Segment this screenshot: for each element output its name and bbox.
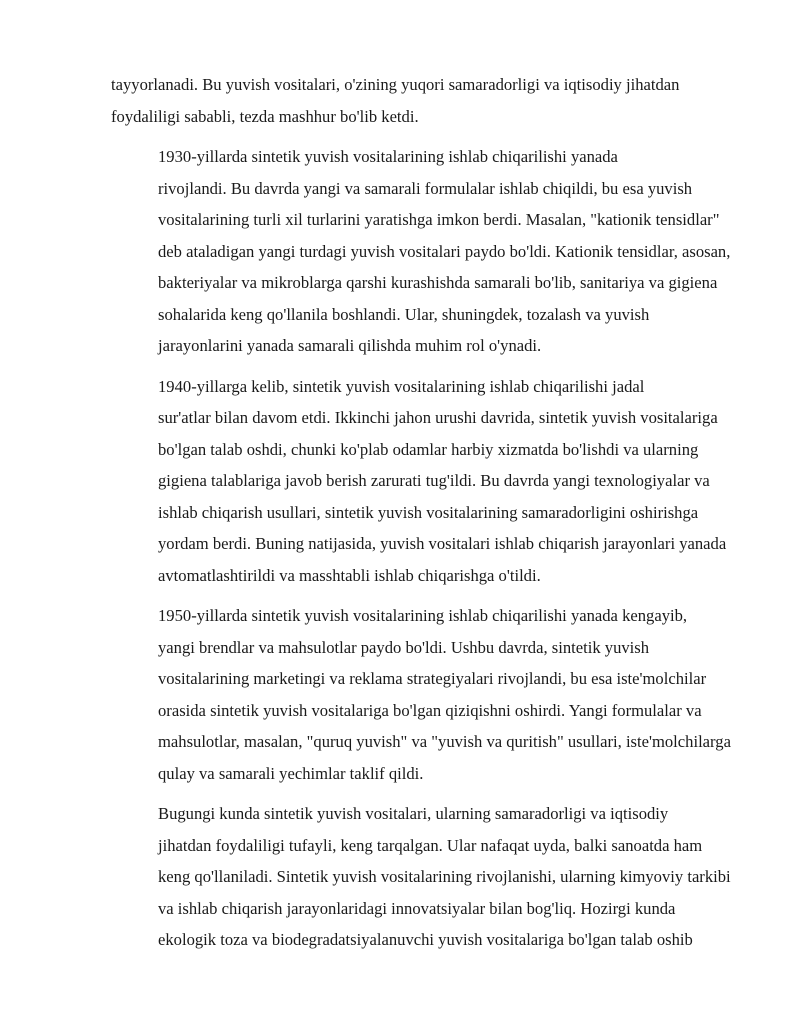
text-line: avtomatlashtirildi va masshtabli ishlab chiqarishga o'tildi.: [158, 565, 541, 585]
text-line: Bugungi kunda sintetik yuvish vositalari, ularning samaradorligi va iqtisodiy: [158, 804, 669, 823]
text-line: vositalarining turli xil turlarini yaratishga imkon berdi. Masalan, "kationik tensidlar": [158, 210, 720, 229]
text-line: gigiena talablariga javob berish zarurati tug'ildi. Bu davrda yangi texnologiyalar va: [158, 471, 710, 490]
text-line: orasida sintetik yuvish vositalariga bo'lgan qiziqishni oshirdi. Yangi formulalar va: [158, 700, 702, 720]
text-line: sur'atlar bilan davom etdi. Ikkinchi jahon urushi davrida, sintetik yuvish vositalariga: [158, 408, 718, 427]
text-line: ekologik toza va biodegradatsiyalanuvchi yuvish vositalariga bo'lgan talab oshib: [158, 930, 693, 949]
paragraph-1930s: [111, 141, 747, 362]
text-line: deb ataladigan yangi turdagi yuvish vositalari paydo bo'ldi. Kationik tensidlar, asosan,: [158, 241, 731, 261]
paragraph-1950s: [111, 600, 747, 789]
text-line: jarayonlarini yanada samarali qilishda muhim rol o'ynadi.: [158, 336, 542, 355]
text-line: bo'lgan talab oshdi, chunki ko'plab odamlar harbiy xizmatda bo'lishdi va ularning: [158, 439, 699, 459]
text-line: yangi brendlar va mahsulotlar paydo bo'ldi. Ushbu davrda, sintetik yuvish: [158, 637, 650, 657]
text-line: 1950-yillarda sintetik yuvish vositalarining ishlab chiqarilishi yanada kengayib,: [158, 606, 688, 625]
document-body: [111, 69, 747, 965]
text-line: rivojlandi. Bu davrda yangi va samarali formulalar ishlab chiqildi, bu esa yuvish: [158, 178, 693, 198]
text-line: va ishlab chiqarish jarayonlaridagi innovatsiyalar bilan bog'liq. Hozirgi kunda: [158, 898, 676, 918]
paragraph-1940s: [111, 371, 747, 592]
text-line: yordam berdi. Buning natijasida, yuvish vositalari ishlab chiqarish jarayonlari yanada: [158, 534, 727, 553]
text-line: jihatdan foydaliligi tufayli, keng tarqalgan. Ular nafaqat uyda, balki sanoatda ham: [158, 835, 703, 855]
text-line: foydaliligi sababli, tezda mashhur bo'lib ketdi.: [111, 106, 419, 126]
text-line: sohalarida keng qo'llanila boshlandi. Ular, shuningdek, tozalash va yuvish: [158, 304, 650, 324]
text-line: ishlab chiqarish usullari, sintetik yuvish vositalarining samaradorligini oshirishga: [158, 502, 699, 522]
text-line: 1930-yillarda sintetik yuvish vositalarining ishlab chiqarilishi yanada: [158, 147, 618, 166]
text-line: mahsulotlar, masalan, "quruq yuvish" va "yuvish va quritish" usullari, iste'molchilarga: [158, 732, 731, 751]
text-line: tayyorlanadi. Bu yuvish vositalari, o'zining yuqori samaradorligi va iqtisodiy jihatdan: [111, 75, 680, 94]
text-line: vositalarining marketingi va reklama strategiyalari rivojlandi, bu esa iste'molchilar: [158, 669, 707, 688]
paragraph-today: [111, 798, 747, 956]
paragraph-1: [111, 69, 747, 132]
text-line: qulay va samarali yechimlar taklif qildi.: [158, 763, 424, 783]
text-line: keng qo'llaniladi. Sintetik yuvish vositalarining rivojlanishi, ularning kimyoviy tarkibi: [158, 867, 731, 886]
text-line: bakteriyalar va mikroblarga qarshi kurashishda samarali bo'lib, sanitariya va gigiena: [158, 273, 718, 292]
text-line: 1940-yillarga kelib, sintetik yuvish vositalarining ishlab chiqarilishi jadal: [158, 376, 645, 396]
